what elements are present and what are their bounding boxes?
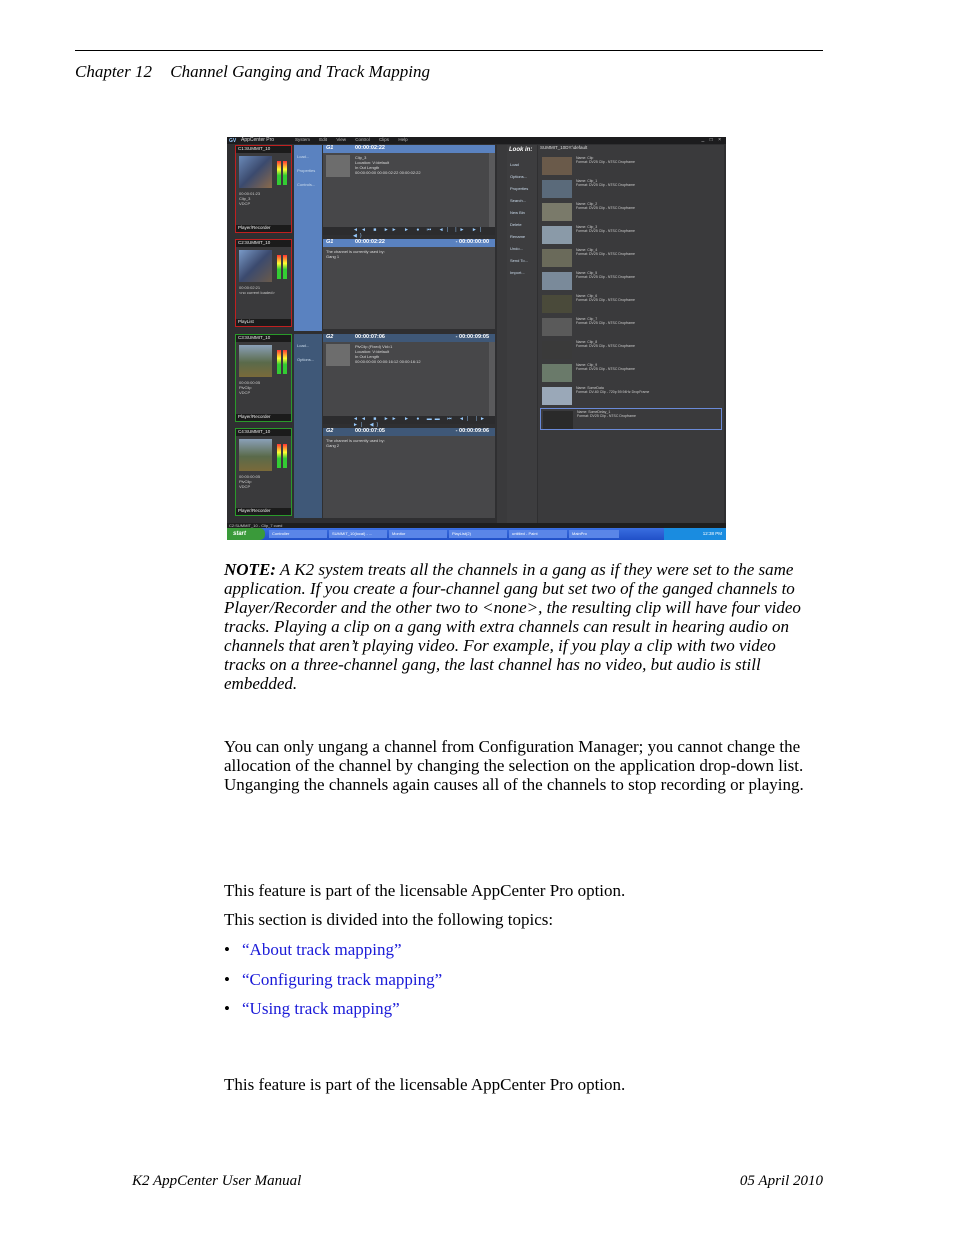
- options-link[interactable]: Options...: [297, 357, 315, 362]
- clip-thumbnail: [326, 155, 350, 177]
- panel-application: Player/Recorder: [236, 414, 291, 421]
- taskbar-item[interactable]: Monitor: [389, 530, 447, 538]
- list-item: • “Using track mapping”: [224, 999, 400, 1018]
- audio-meter: [277, 350, 281, 374]
- taskbar-item[interactable]: untitled - Paint: [509, 530, 567, 538]
- windows-taskbar: [227, 528, 726, 540]
- clip-details: PlvClip (Fixed) Vid=1 Location: V:/default In Out Length 00:00:00:00 00:00:16:12 00:00:16:12: [355, 344, 421, 364]
- panel-info: 00:00:00:05 PlvClip VDCP: [239, 474, 261, 489]
- clip-thumbnail: [542, 341, 572, 359]
- list-item[interactable]: Name: Clip_5 Format: DV25 Clip - NTSC Dropframe: [540, 270, 722, 292]
- list-item[interactable]: Name: Clip_2 Format: DV25 Clip - NTSC Dropframe: [540, 201, 722, 223]
- clip-thumbnail: [542, 318, 572, 336]
- clip-thumbnail: [542, 295, 572, 313]
- channel-pane-2[interactable]: [323, 239, 495, 329]
- clip-details: Clip_3 Location: V:/default In Out Length 00:00:00:00 00:00:02:22 00:00:02:22: [355, 155, 421, 175]
- video-thumbnail: [239, 250, 272, 282]
- list-item[interactable]: Name: SomeData Format: DV-60 Clip - 720p 59.94Hz DropFrame: [540, 385, 722, 407]
- note-block: [224, 560, 814, 693]
- divided-paragraph: This section is divided into the following topics:: [224, 910, 554, 929]
- clip-thumbnail: [543, 411, 573, 429]
- audio-meter: [283, 161, 287, 185]
- gang-label: G1: [323, 239, 495, 247]
- controls-link[interactable]: Controls...: [297, 182, 316, 187]
- channel-pane-4[interactable]: [323, 428, 495, 518]
- about-track-mapping-link[interactable]: “About track mapping”: [242, 940, 402, 959]
- clip-thumbnail: [542, 226, 572, 244]
- audio-meter: [277, 161, 281, 185]
- channel-panel-c3[interactable]: [235, 334, 292, 422]
- bin-tree-strip[interactable]: [497, 145, 507, 523]
- taskbar-item[interactable]: SUMMIT_10(local) - ...: [329, 530, 387, 538]
- timecode: 00:00:07:05: [355, 428, 385, 434]
- transport-controls-icon[interactable]: ◄◄ ■ ►► ► ● ⏮ ◄| |► ►| ◀): [323, 227, 495, 235]
- panel-info: 00:00:00:05 PlvClip VDCP: [239, 380, 261, 395]
- panel-name: C2:SUMMIT_10: [236, 240, 291, 247]
- audio-meter: [277, 255, 281, 279]
- timecode: 00:00:02:22: [355, 239, 385, 245]
- unganging-paragraph: You can only ungang a channel from Configuration Manager; you cannot change the allocation of the channel by changing the selection on the application drop-down list. Unganging the channels again causes all of the channels to stop recording or playing.: [224, 737, 804, 794]
- taskbar-clock: 12:38 PM: [664, 528, 726, 540]
- remaining-timecode: - 00:00:00:00: [455, 239, 489, 245]
- list-item[interactable]: Name: Clip_3 Format: DV25 Clip - NTSC Dropframe: [540, 224, 722, 246]
- clip-thumbnail: [542, 387, 572, 405]
- app-titlebar: [227, 137, 726, 144]
- list-item[interactable]: Name: Clip Format: DV25 Clip - NTSC Dropframe: [540, 155, 722, 177]
- taskbar-item[interactable]: PlayList(2): [449, 530, 507, 538]
- clip-thumbnail: [326, 344, 350, 366]
- channel-pane-3[interactable]: [323, 334, 495, 428]
- clips-list: [538, 145, 724, 523]
- clip-thumbnail: [542, 272, 572, 290]
- status-bar: C2:SUMMIT_10 - Clip_7 cued: [227, 523, 726, 528]
- start-button[interactable]: start: [227, 528, 265, 540]
- timecode: 00:00:02:22: [355, 145, 385, 151]
- scrollbar[interactable]: [489, 153, 495, 227]
- audio-meter: [277, 444, 281, 468]
- lookin-delete[interactable]: Delete: [510, 222, 522, 227]
- panel-application: Player/Recorder: [236, 225, 291, 232]
- menu-view[interactable]: View: [336, 137, 346, 142]
- list-item[interactable]: Name: Clip_4 Format: DV25 Clip - NTSC Dropframe: [540, 247, 722, 269]
- panel-name: C1:SUMMIT_10: [236, 146, 291, 153]
- timecode: 00:00:07:06: [355, 334, 385, 340]
- header-rule: [75, 50, 823, 51]
- remaining-timecode: - 00:00:09:06: [455, 428, 489, 434]
- topic-list: [224, 940, 442, 1029]
- properties-link[interactable]: Properties: [297, 168, 316, 173]
- taskbar-item[interactable]: MainPro: [569, 530, 619, 538]
- footer-manual-title: K2 AppCenter User Manual: [132, 1173, 302, 1189]
- transport-controls-icon[interactable]: ◄◄ ■ ►► ► ● ▬▬ ⏮ ◄| |► ►| ◀): [323, 416, 495, 424]
- lookin-undo[interactable]: Undo...: [510, 246, 523, 251]
- audio-meter: [283, 255, 287, 279]
- list-item[interactable]: Name: Clip_1 Format: DV25 Clip - NTSC Dropframe: [540, 178, 722, 200]
- menu-system[interactable]: System: [295, 137, 311, 142]
- panel-application: PlayList: [236, 319, 291, 326]
- audio-meter: [283, 350, 287, 374]
- using-track-mapping-link[interactable]: “Using track mapping”: [242, 999, 400, 1018]
- channel-panel-c2[interactable]: [235, 239, 292, 327]
- clips-path: SUMMIT_10DY:\default: [540, 145, 588, 150]
- menu-edit[interactable]: Edit: [319, 137, 328, 142]
- gv-logo-icon: GV: [229, 138, 237, 144]
- menu-control[interactable]: Control: [355, 137, 370, 142]
- lookin-import[interactable]: Import...: [510, 270, 525, 275]
- load-link[interactable]: Load...: [297, 343, 310, 348]
- app-title: AppCenter Pro: [241, 137, 275, 143]
- panel-name: C4:SUMMIT_10: [236, 429, 291, 436]
- configuring-track-mapping-link[interactable]: “Configuring track mapping”: [242, 969, 443, 989]
- note-label: NOTE:: [224, 560, 276, 579]
- lookin-search[interactable]: Search...: [510, 198, 527, 203]
- note-text: A K2 system treats all the channels in a gang as if they were set to the same application. If you create a four-channel gang but set two of the ganged channels to Player/Recorder and the other two to <none>, the resulting clip will have four video tracks. Playing a clip on a gang with extra channels can result in hearing audio on channels that aren’t playing video. For example, if you play a clip with two video tracks on a three-channel gang, the last channel has no video, but audio is still embedded.: [224, 560, 801, 693]
- footer-date: 05 April 2010: [739, 1173, 823, 1189]
- menu-clips[interactable]: Clips: [379, 137, 390, 142]
- lookin-options[interactable]: Options...: [510, 174, 528, 179]
- clip-thumbnail: [542, 157, 572, 175]
- feature-paragraph-2: This feature is part of the licensable AppCenter Pro option.: [224, 1075, 626, 1094]
- gang1-side-strip: [294, 145, 322, 331]
- gang-label: G2: [323, 428, 495, 436]
- list-item: • “About track mapping”: [224, 940, 402, 959]
- remaining-timecode: - 00:00:09:05: [455, 334, 489, 340]
- lookin-load[interactable]: Load: [510, 162, 519, 167]
- list-item[interactable]: Name: Clip_7 Format: DV25 Clip - NTSC Dropframe: [540, 316, 722, 338]
- panel-info: 00:00:01:23 Clip_3 VDCP: [239, 191, 261, 206]
- lookin-new-bin[interactable]: New Bin: [510, 210, 525, 215]
- video-thumbnail: [239, 345, 272, 377]
- lookin-rename[interactable]: Rename: [510, 234, 526, 239]
- gang-label: G2: [323, 334, 495, 342]
- lookin-panel: [507, 145, 537, 523]
- clip-thumbnail: [542, 180, 572, 198]
- list-item[interactable]: Name: Clip_9 Format: DV25 Clip - NTSC Dropframe: [540, 362, 722, 384]
- chapter-number: Chapter 12: [75, 62, 152, 81]
- gang2-side-strip: [294, 334, 322, 518]
- panel-name: C3:SUMMIT_10: [236, 335, 291, 342]
- taskbar-item[interactable]: Controller: [269, 530, 327, 538]
- panel-application: Player/Recorder: [236, 508, 291, 515]
- chapter-title: Channel Ganging and Track Mapping: [170, 62, 430, 81]
- list-item[interactable]: Name: Clip_8 Format: DV25 Clip - NTSC Dropframe: [540, 339, 722, 361]
- list-item[interactable]: Name: Clip_6 Format: DV25 Clip - NTSC Dropframe: [540, 293, 722, 315]
- window-controls-icon[interactable]: _ □ ×: [701, 137, 723, 143]
- panel-info: 00:00:02:21 <no current loaded>: [239, 285, 275, 295]
- clip-thumbnail: [542, 203, 572, 221]
- clip-thumbnail: [542, 249, 572, 267]
- feature-paragraph: This feature is part of the licensable AppCenter Pro option.: [224, 881, 626, 900]
- channel-pane-1[interactable]: [323, 145, 495, 239]
- clip-thumbnail: [542, 364, 572, 382]
- audio-meter: [283, 444, 287, 468]
- gang-message: The channel is currently used by: Gang 1: [326, 249, 385, 259]
- lookin-send-to[interactable]: Send To...: [510, 258, 528, 263]
- scrollbar[interactable]: [489, 342, 495, 416]
- gang-label: G1: [323, 145, 495, 153]
- list-item: • “Configuring track mapping”: [224, 969, 443, 989]
- channel-panel-c1[interactable]: [235, 145, 292, 233]
- video-thumbnail: [239, 156, 272, 188]
- appcenter-screenshot: [227, 137, 726, 540]
- channel-panel-c4[interactable]: [235, 428, 292, 516]
- list-item[interactable]: Name: SomeDelay_1 Format: DV25 Clip - NTSC Dropframe: [540, 408, 722, 430]
- video-thumbnail: [239, 439, 272, 471]
- menu-help[interactable]: Help: [398, 137, 408, 142]
- gang-message: The channel is currently used by: Gang 2: [326, 438, 385, 448]
- lookin-title: Look in:: [509, 147, 533, 153]
- app-menubar: [295, 137, 416, 142]
- running-header: [75, 62, 430, 82]
- load-link[interactable]: Load...: [297, 154, 310, 159]
- lookin-properties[interactable]: Properties: [510, 186, 529, 191]
